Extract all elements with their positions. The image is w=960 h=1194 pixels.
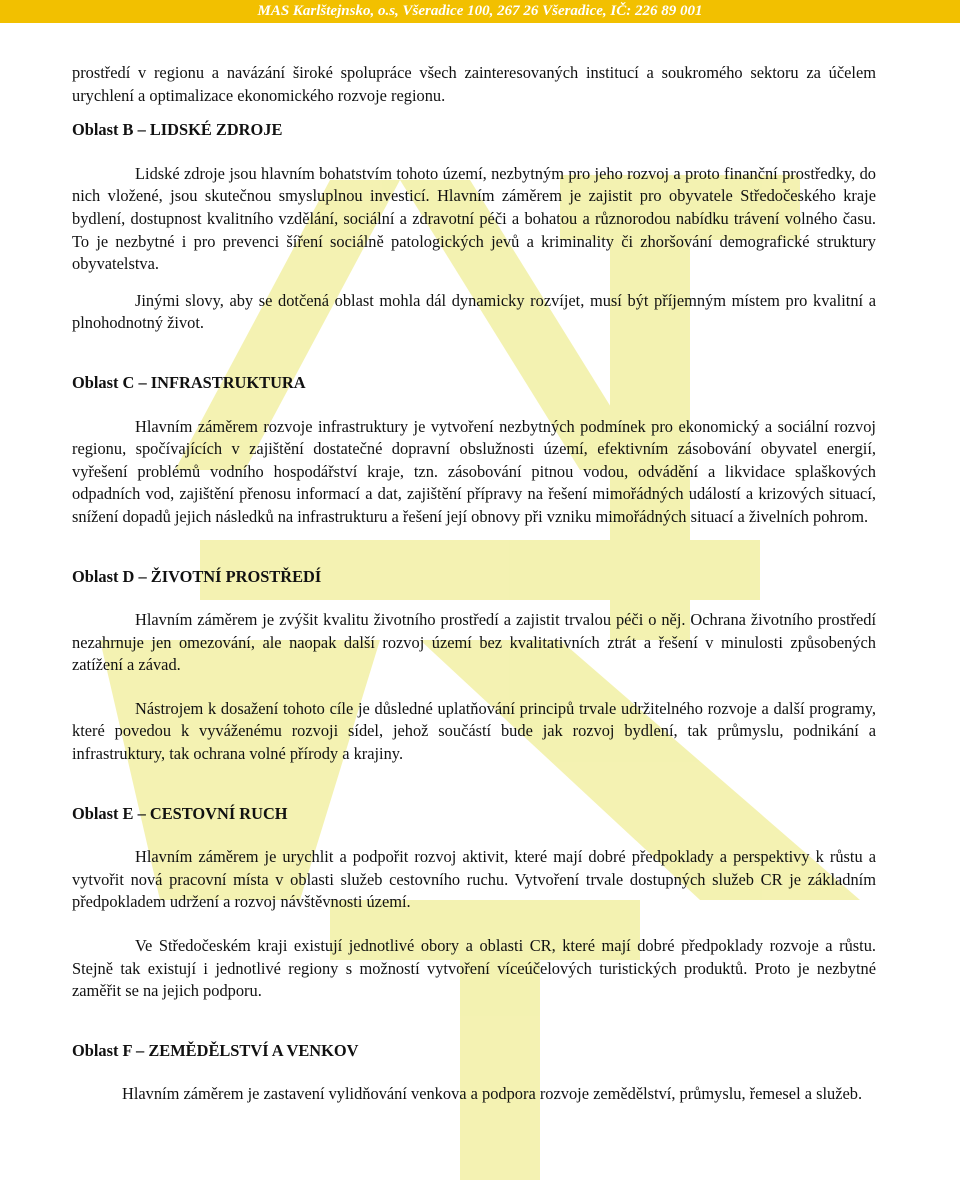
section-e-paragraph-2: Ve Středočeském kraji existují jednotlivé obory a oblasti CR, které mají dobré předpoklady rozvoje a růstu. Stejně tak existují i jednotlivé regiony s možností vytvoření víceúčelových turistických produktů. Proto je nezbytné zaměřit se na jejich podporu. bbox=[72, 936, 876, 1001]
section-b-paragraph-1: Lidské zdroje jsou hlavním bohatstvím tohoto území, nezbytným pro jeho rozvoj a proto finanční prostředky, do nich vložené, jsou skutečnou smysluplnou investicí. Hlavním záměrem je zajistit pro obyvatele Středočeského kraje bydlení, dostupnost kvalitního vzdělání, sociální a zdravotní péči a bohatou a různorodou nabídku trávení volného času. To je nezbytné i pro prevenci šíření sociálně patologických jevů a kriminality či zhoršování demografické struktury obyvatelstva. bbox=[72, 163, 876, 274]
section-d-paragraph-2: Nástrojem k dosažení tohoto cíle je důsledné uplatňování principů trvale udržitelného rozvoje a další programy, které povedou k vyváženému rozvoji sídel, jehož součástí bude jak rozvoj bydlení, tak průmyslu, podnikání a infrastruktury, tak ochrana volné přírody a krajiny. bbox=[72, 698, 876, 764]
section-b-paragraph-2: Jinými slovy, aby se dotčená oblast mohla dál dynamicky rozvíjet, musí být příjemným místem pro kvalitní a plnohodnotný život. bbox=[72, 290, 876, 333]
header-organization-line: MAS Karlštejnsko, o.s, Všeradice 100, 267 26 Všeradice, IČ: 226 89 001 bbox=[257, 3, 703, 19]
section-e-heading: Oblast E – CESTOVNÍ RUCH bbox=[72, 803, 288, 823]
document-body bbox=[72, 62, 876, 1106]
section-e-paragraph-1: Hlavním záměrem je urychlit a podpořit rozvoj aktivit, které mají dobré předpoklady a perspektivy k růstu a vytvořit nová pracovní místa v oblasti služeb cestovního ruchu. Vytvoření trvale dostupných služeb CR je základním předpokladem udržení a rozvoj návštěvnosti území. bbox=[72, 847, 876, 912]
intro-paragraph: prostředí v regionu a navázání široké spolupráce všech zainteresovaných institucí a soukromého sektoru za účelem urychlení a optimalizace ekonomického rozvoje regionu. bbox=[72, 63, 876, 105]
section-f-heading: Oblast F – ZEMĚDĚLSTVÍ A VENKOV bbox=[72, 1040, 359, 1060]
section-c-paragraph-1: Hlavním záměrem rozvoje infrastruktury je vytvoření nezbytných podmínek pro ekonomický a sociální rozvoj regionu, spočívajících v zajištění dostatečné dopravní obslužnosti území, efektivním zásobování obyvatel energií, vyřešení problémů vodního hospodářství kraje, tzn. zásobování pitnou vodou, odvádění a likvidace splaškových odpadních vod, zajištění přenosu informací a dat, zajištění přípravy na řešení mimořádných událostí a krizových situací, snížení dopadů jejich následků na infrastrukturu a řešení její obnovy při vzniku mimořádných situací a živelních pohrom. bbox=[72, 416, 876, 526]
section-c-heading: Oblast C – INFRASTRUKTURA bbox=[72, 372, 306, 392]
section-d-heading: Oblast D – ŽIVOTNÍ PROSTŘEDÍ bbox=[72, 566, 322, 586]
section-b-heading: Oblast B – LIDSKÉ ZDROJE bbox=[72, 120, 283, 140]
section-d-paragraph-1: Hlavním záměrem je zvýšit kvalitu životního prostředí a zajistit trvalou péči o něj. Ochrana životního prostředí nezahrnuje jen omezování, ale naopak další rozvoj území bez kvalitativních ztrát a řešení v minulosti způsobených zatížení a závad. bbox=[72, 610, 876, 675]
section-f-paragraph-1: Hlavním záměrem je zastavení vylidňování venkova a podpora rozvoje zemědělství, průmyslu, řemesel a služeb. bbox=[122, 1084, 863, 1104]
